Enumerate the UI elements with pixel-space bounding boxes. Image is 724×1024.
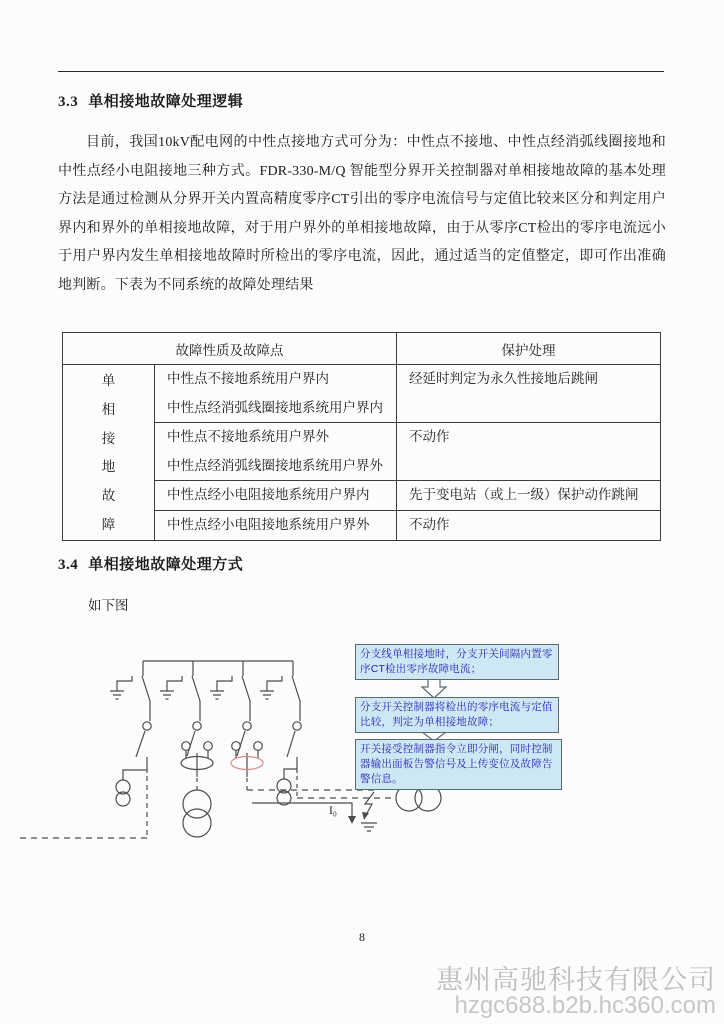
section-3-3-number: 3.3 <box>58 94 79 110</box>
earth-switch-icon <box>267 676 282 691</box>
ct-terminal-icon <box>204 742 213 751</box>
condition-text: 中性点经消弧线圈接地系统用户界内 <box>167 399 383 415</box>
row-label-char: 接 <box>101 430 116 446</box>
condition-text: 中性点经消弧线圈接地系统用户界外 <box>167 457 383 473</box>
ct-terminal-icon <box>254 742 263 751</box>
earth-switch-icon <box>217 676 232 691</box>
page-number: 8 <box>359 930 365 944</box>
section-3-3-paragraph: 目前，我国10kV配电网的中性点接地方式可分为：中性点不接地、中性点经消弧线圈接地和中性点经小电阻接地三种方式。FDR-330-M/Q 智能型分界开关控制器对单相接地故障的基本处理方法是通过检测从分界开关内置高精度零序CT引出的零序电流信号与定值比较来区分和判定用户界内和界外的单相接地故障，对于用户界外的单相接地故障，由于从零序CT检出的零序电流远小于用户界内发生单相接地故障时所检出的零序电流，因此，通过适当的定值整定，即可作出准确地判断。下表为不同系统的故障处理结果 <box>58 135 666 293</box>
row-label-char: 单 <box>101 373 116 389</box>
watermark-company: 惠州高驰科技有限公司 <box>436 965 716 995</box>
condition-text: 中性点经小电阻接地系统用户界外 <box>167 516 370 532</box>
flow-step-2: 分支开关控制器将检出的零序电流与定值比较，判定为单相接地故障； <box>355 697 559 733</box>
feeder-branch-3-faulted <box>210 661 374 790</box>
condition-text: 中性点不接地系统用户界外 <box>167 429 329 445</box>
zero-sequence-current-arrow <box>252 803 356 824</box>
earth-switch-icon <box>117 676 132 691</box>
row-label-char: 地 <box>101 459 116 475</box>
earth-switch-icon <box>167 676 182 691</box>
watermark <box>436 966 716 1019</box>
row-label-char: 障 <box>101 516 116 532</box>
section-3-4-title: 单相接地故障处理方式 <box>88 557 244 573</box>
condition-text: 中性点经小电阻接地系统用户界内 <box>167 487 370 503</box>
table-header-fault: 故障性质及故障点 <box>63 333 397 365</box>
zero-sequence-current-label: I₀ <box>329 805 337 817</box>
ct-terminal-icon <box>232 742 241 751</box>
flow-arrow-down-icon <box>422 678 446 698</box>
row-label-char: 相 <box>101 401 116 417</box>
action-text: 不动作 <box>409 516 450 532</box>
watermark-url: hzgc688.b2b.hc360.com <box>454 992 716 1020</box>
flow-step-3: 开关接受控制器指令立即分闸，同时控制器输出面板告警信号及上传变位及故障告警信息。 <box>355 739 562 790</box>
flow-step-1: 分支线单相接地时，分支开关间隔内置零序CT检出零序故障电流； <box>355 644 559 680</box>
action-text: 先于变电站（或上一级）保护动作跳闸 <box>409 487 639 503</box>
feeder-branch-2 <box>160 661 213 837</box>
action-text: 不动作 <box>409 429 450 445</box>
figure-caption: 如下图 <box>88 598 129 613</box>
section-3-4-number: 3.4 <box>58 557 79 573</box>
condition-text: 中性点不接地系统用户界内 <box>167 371 329 386</box>
action-text: 经延时判定为永久性接地后跳闸 <box>409 371 598 386</box>
feeder-branch-1 <box>15 661 151 838</box>
ct-terminal-icon <box>182 742 191 751</box>
row-label-char: 故 <box>101 487 116 503</box>
table-header-action: 保护处理 <box>397 333 661 365</box>
section-3-3-title: 单相接地故障处理逻辑 <box>88 94 244 110</box>
